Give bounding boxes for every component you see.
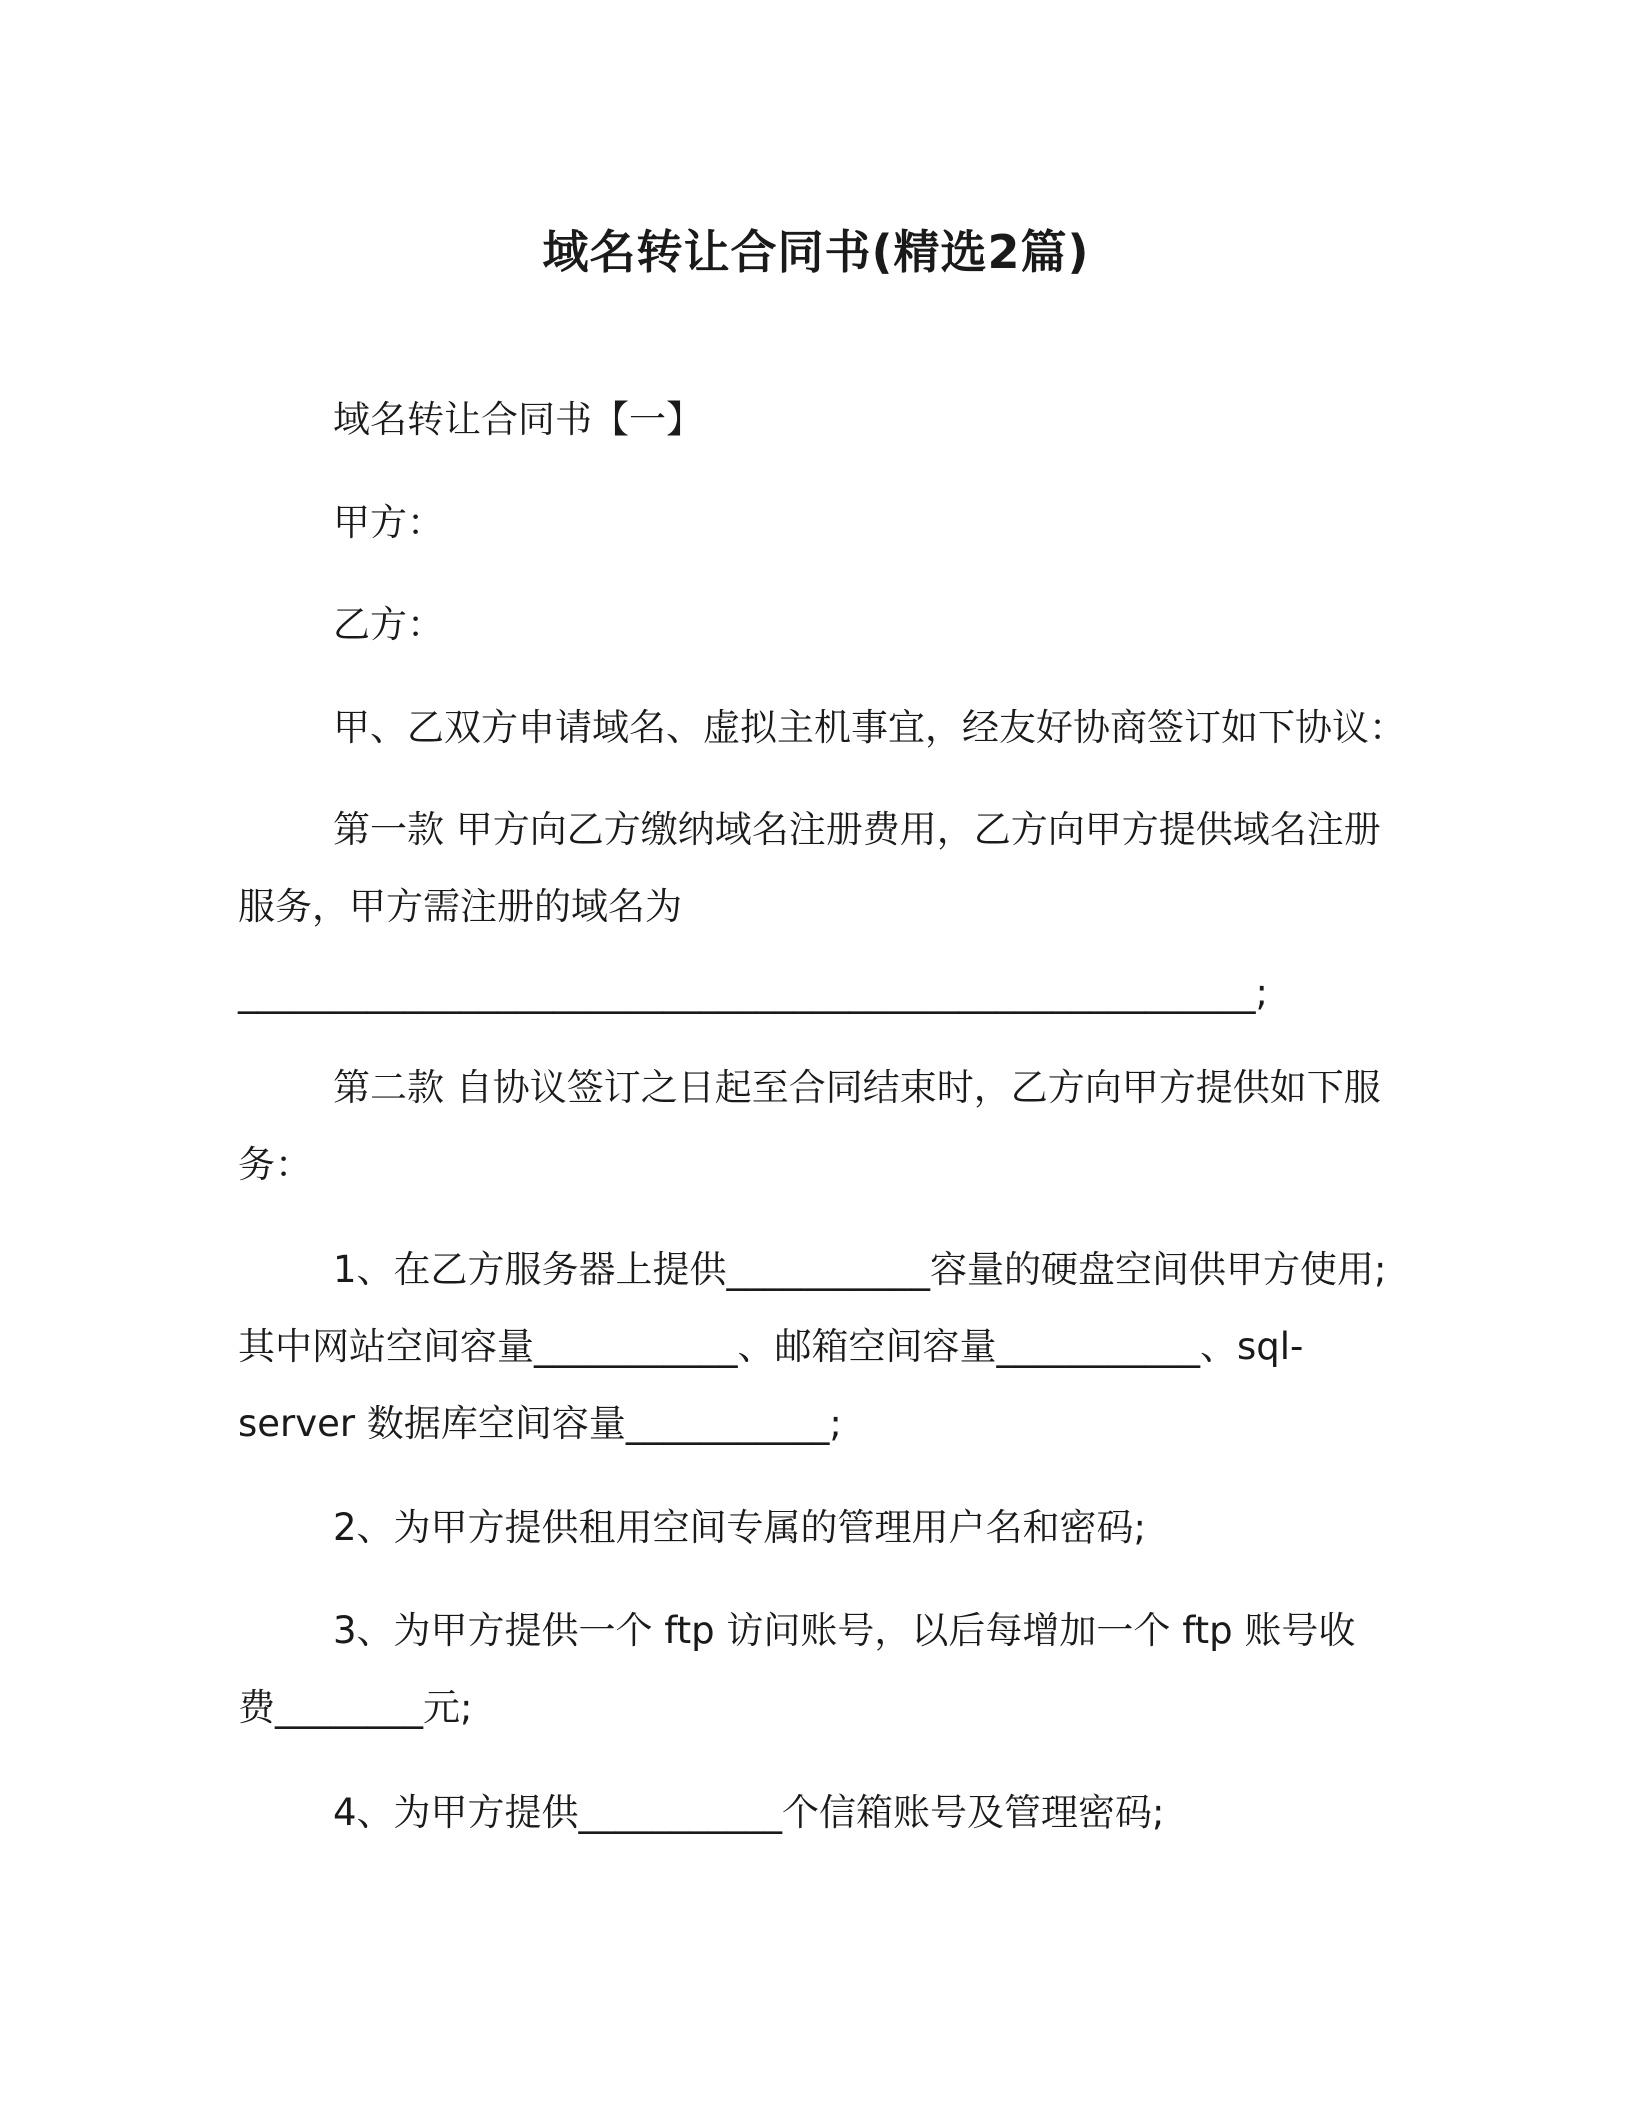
document-title: 域名转让合同书(精选2篇) xyxy=(542,225,1090,279)
party-b-line: 乙方： xyxy=(333,603,444,646)
section-heading: 域名转让合同书【一】 xyxy=(333,398,703,441)
clause-2-line-1: 第二款 自协议签订之日起至合同结束时，乙方向甲方提供如下服 xyxy=(333,1066,1381,1109)
item-1-line-2: 其中网站空间容量___________、邮箱空间容量___________、sql- xyxy=(238,1325,1304,1368)
item-2: 2、为甲方提供租用空间专属的管理用户名和密码; xyxy=(333,1506,1147,1549)
item-3-line-1: 3、为甲方提供一个 ftp 访问账号，以后每增加一个 ftp 账号收 xyxy=(333,1609,1356,1652)
clause-1-line-2: 服务，甲方需注册的域名为 xyxy=(238,885,682,928)
item-1-line-3: server 数据库空间容量___________; xyxy=(238,1402,842,1445)
item-1-line-1: 1、在乙方服务器上提供___________容量的硬盘空间供甲方使用; xyxy=(333,1248,1387,1291)
clause-1-line-1: 第一款 甲方向乙方缴纳域名注册费用，乙方向甲方提供域名注册 xyxy=(333,808,1381,851)
domain-blank-line: _______________________________________________________; xyxy=(238,971,1268,1014)
item-4: 4、为甲方提供___________个信箱账号及管理密码; xyxy=(333,1791,1165,1834)
party-a-line: 甲方： xyxy=(333,501,444,544)
clause-2-line-2: 务： xyxy=(238,1143,312,1186)
intro-paragraph: 甲、乙双方申请域名、虚拟主机事宜，经友好协商签订如下协议： xyxy=(333,706,1406,749)
item-3-line-2: 费________元; xyxy=(238,1686,473,1729)
